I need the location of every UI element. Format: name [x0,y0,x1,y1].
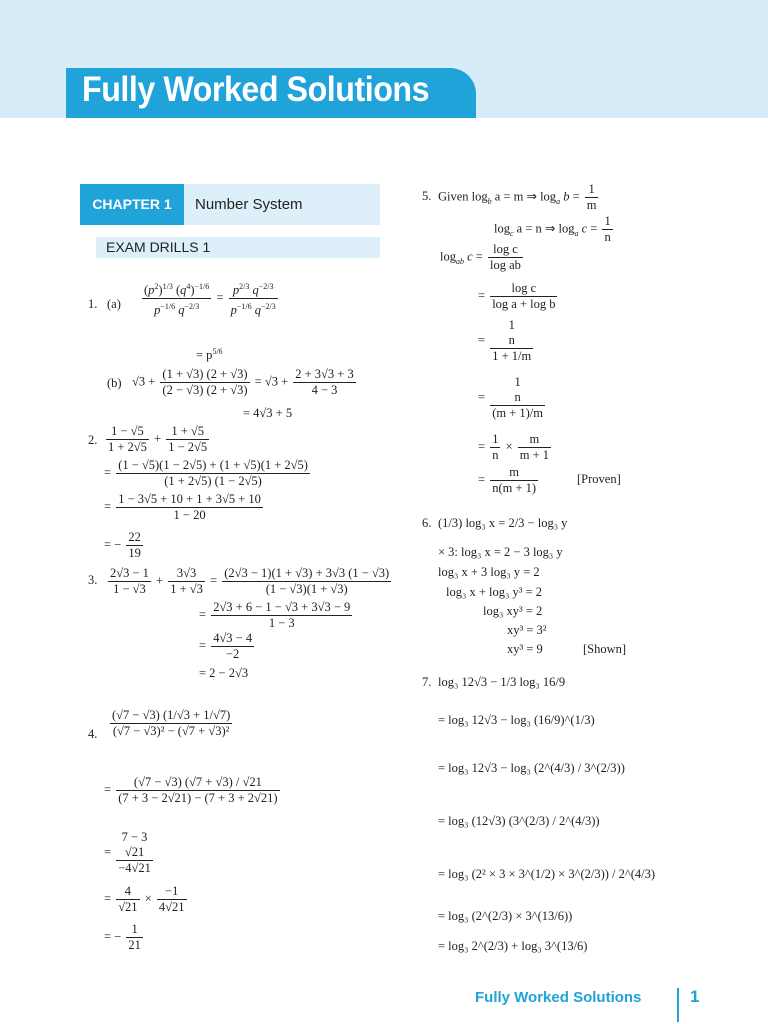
q1a-expression: $\frac{(p^2)^{1/3} (q^4)^{-1/6}}{p^{-1/6} q^{-2/3}}$ = $\frac{p^{2/3} q^{-2/3}}{p^{-1/6} q^{-2/3}}$ [140,279,280,318]
q4-line-5: = − $\frac{1}{21}$ [104,922,141,952]
q1a-label: (a) [107,297,121,311]
q7-number: 7. [422,675,432,689]
q5-line-7: = $\frac{1}{n}$ × $\frac{m}{m + 1}$ [478,432,550,462]
q6-line-7: xy³ = 9 [507,642,543,656]
page-number: 1 [690,987,700,1006]
q5-line-1: Given $\log_b a = m$ ⇒ $\log_a b$ = $\frac{1}{m}$ [438,182,597,212]
q3-number: 3. [88,573,98,587]
q5-number: 5. [422,189,432,203]
q3-line-4: = 2 − 2√3 [199,666,249,680]
q5-line-8: = $\frac{m}{n(m + 1)}$ [478,465,537,495]
q4-line-2: = $\frac{(√7 - √3) (√7 + √3) / √21}{(7 + 3 - 2√21) - (7 + 3 + 2√21)}$ [104,775,278,805]
q6-line-3: log₃ x + 3 log₃ y = 2 [438,565,540,579]
q7-line-7: = log₃ 2^(2/3) + log₃ 3^(13/6) [438,939,588,953]
q5-line-3: $\log_{ab} c$ = $\frac{\text{log c}}{\text{log ab}}$ [440,242,521,272]
q1b-label: (b) [107,376,122,390]
q6-line-4: log₃ x + log₃ y³ = 2 [446,585,543,599]
footer-title: Fully Worked Solutions [475,989,642,1006]
chapter-heading [80,184,380,225]
q3-line-1: $\frac{2√3 - 1}{1 - √3}$ + $\frac{3√3}{1 + √3}$ = $\frac{(2√3 - 1)(1 + √3) + 3√3 (1 - √3)}{(1 - √3)(1 + √3)}$ [110,566,390,596]
q3-line-3: = $\frac{4√3 - 4}{-2}$ [199,631,253,661]
q5-line-5: = 1 n 1 + 1/m [478,318,532,363]
footer-divider [677,988,679,1022]
q4-line-3: = 7 − 3 √21 −4√21 [104,830,151,875]
chapter-label: CHAPTER 1 [80,184,184,225]
q1-number: 1. [88,297,98,311]
q6-line-2: × 3: log₃ x = 2 − 3 log₃ y [438,545,563,559]
q5-line-2: $\log_c a = n$ ⇒ $\log_a c$ = $\frac{1}{n}$ [494,214,611,244]
q7-line-2: = log₃ 12√3 − log₃ (16/9)^(1/3) [438,713,595,727]
q4-number: 4. [88,727,98,741]
q4-line-4: = $\frac{4}{√21}$ × $\frac{-1}{4√21}$ [104,884,185,914]
section-title: EXAM DRILLS 1 [96,237,380,258]
q2-line-1: $\frac{1 - √5}{1 + 2√5}$ + $\frac{1 + √5}{1 - 2√5}$ [108,424,208,454]
q6-shown: [Shown] [583,642,627,656]
q5-line-4: = $\frac{\text{log c}}{\text{log a + log b}}$ [478,281,556,311]
q7-line-3: = log₃ 12√3 − log₃ (2^(4/3) / 3^(2/3)) [438,761,625,775]
q6-line-1: (1/3) log₃ x = 2/3 − log₃ y [438,516,568,530]
q4-line-1: $\frac{(√7 - √3) (1/√3 + 1/√7)}{\text{(√7 − √3)² − (√7 + √3)²}}$ [112,708,231,738]
q7-line-1: log₃ 12√3 − 1/3 log₃ 16/9 [438,675,566,689]
q1b-result: = 4√3 + 5 [243,406,293,420]
q7-line-4: = log₃ (12√3) (3^(2/3) / 2^(4/3)) [438,814,600,828]
q6-line-6: xy³ = 3² [507,623,547,637]
q5-line-6: = 1 n (m + 1)/m [478,375,543,420]
q7-line-5: = log₃ (2² × 3 × 3^(1/2) × 3^(2/3)) / 2^(4/3) [438,867,656,881]
q2-line-4: = − $\frac{22}{19}$ [104,530,141,560]
q2-number: 2. [88,433,98,447]
q6-line-5: log₃ xy³ = 2 [483,604,543,618]
q6-number: 6. [422,516,432,530]
q2-line-2: = $\frac{(1 - √5)(1 - 2√5) + (1 + √5)(1 + 2√5)}{(1 + 2√5) (1 - 2√5)}$ [104,458,308,488]
q2-line-3: = $\frac{1 - 3√5 + 10 + 1 + 3√5 + 10}{1 - 20}$ [104,492,261,522]
q7-line-6: = log₃ (2^(2/3) × 3^(13/6)) [438,909,573,923]
q1b-expression: √3 + $\frac{(1 + √3) (2 + √3)}{(2 - √3) (2 + √3)}$ = √3 + $\frac{2 + 3√3 + 3}{4 - 3}$ [132,367,354,397]
q5-proven: [Proven] [577,472,621,486]
q3-line-2: = $\frac{2√3 + 6 - 1 - √3 + 3√3 - 9}{1 - 3}$ [199,600,351,630]
q1a-result: = $p^{5/6}$ [196,347,223,363]
chapter-title: Number System [195,196,303,213]
page-title: Fully Worked Solutions [82,70,430,109]
